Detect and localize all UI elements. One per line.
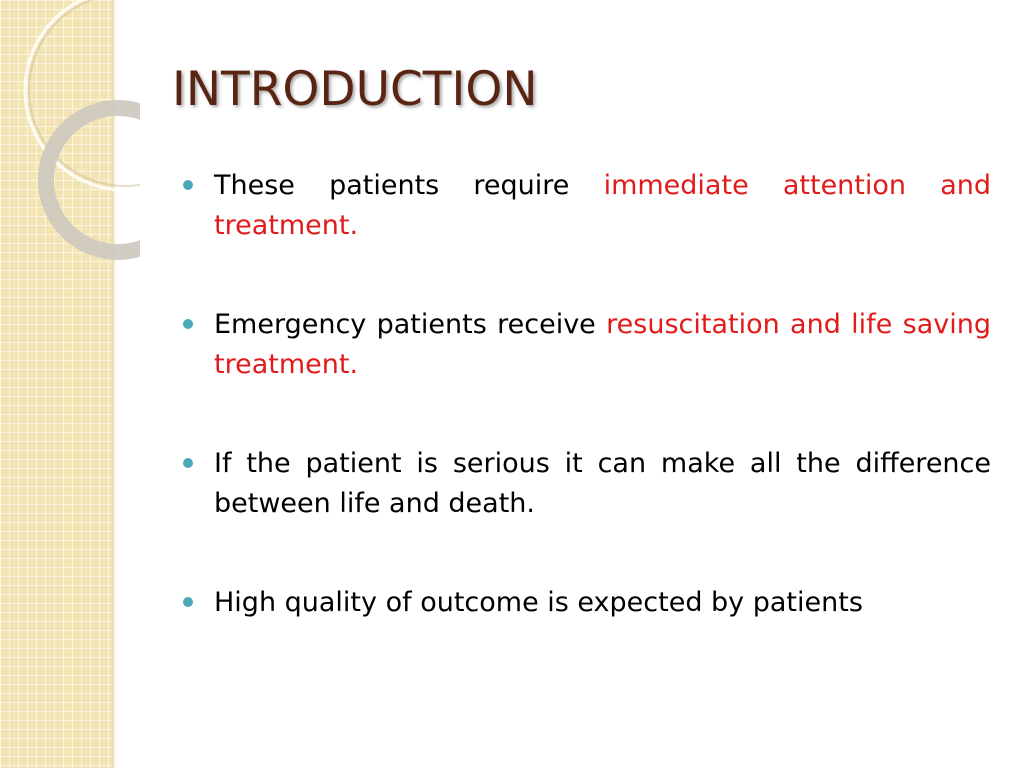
bullet-highlight: immediate attention and treatment. [214, 170, 991, 241]
bullet-list [183, 166, 991, 682]
bullet-dot-icon [183, 180, 193, 190]
bullet-item [183, 166, 991, 246]
bullet-text: These patients require [214, 170, 604, 201]
bullet-dot-icon [183, 597, 193, 607]
bullet-dot-icon [183, 319, 193, 329]
decorative-rings [0, 0, 140, 260]
bullet-highlight: resuscitation and life saving treatment. [214, 309, 991, 380]
slide-title: INTRODUCTION [172, 62, 538, 117]
bullet-text: Emergency patients receive [214, 309, 607, 340]
bullet-item [183, 305, 991, 385]
bullet-dot-icon [183, 458, 193, 468]
bullet-text: If the patient is serious it can make all the difference between life and death. [214, 448, 991, 519]
bullet-text: High quality of outcome is expected by patients [214, 587, 863, 618]
bullet-item [183, 444, 991, 524]
bullet-item [183, 583, 991, 623]
